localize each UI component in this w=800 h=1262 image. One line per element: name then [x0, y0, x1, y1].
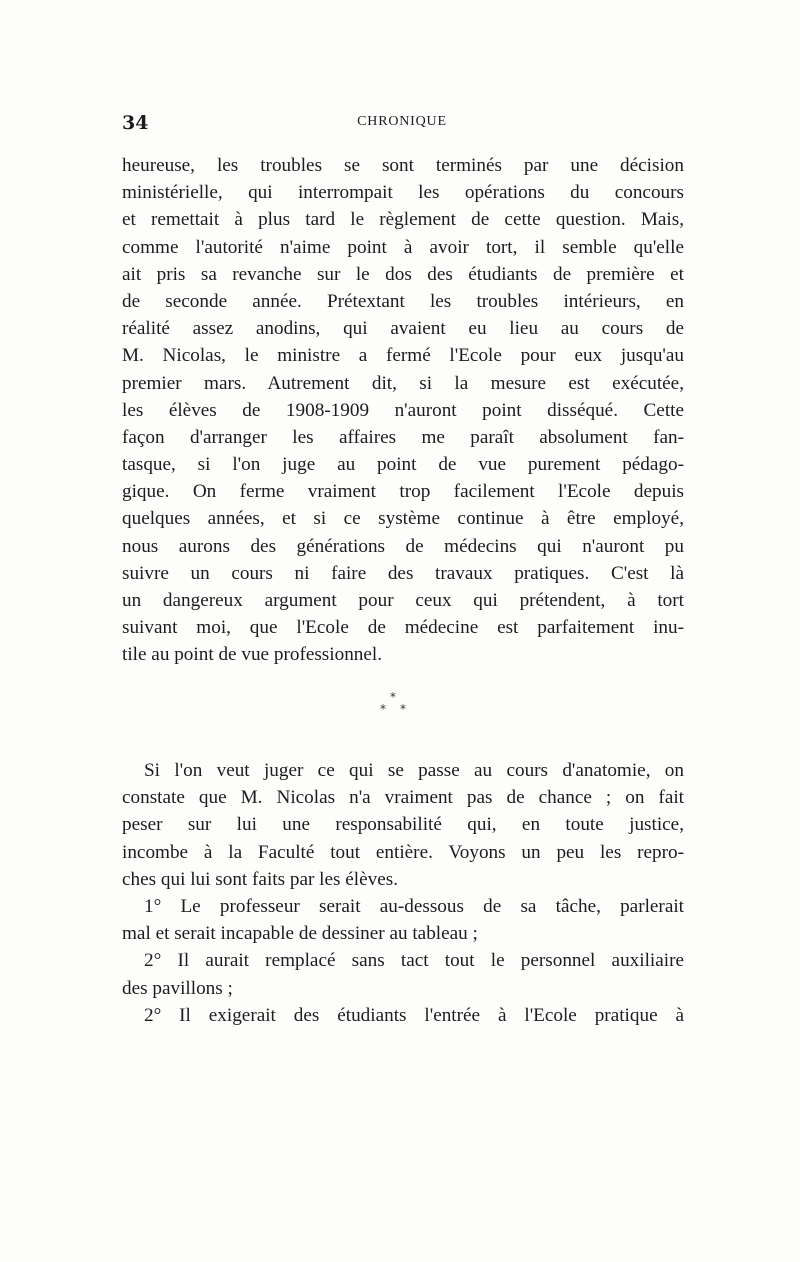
- text-line: Si l'on veut juger ce qui se passe au cours d'anatomie, on: [144, 760, 684, 781]
- text-line: réalité assez anodins, qui avaient eu lieu au cours de: [122, 318, 684, 340]
- text-line: premier mars. Autrement dit, si la mesure est exécutée,: [122, 372, 684, 394]
- text-line: ches qui lui sont faits par les élèves.: [122, 868, 399, 890]
- text-line: ministérielle, qui interrompait les opérations du concours: [122, 182, 684, 204]
- running-head: [122, 112, 682, 140]
- asterisk-icon: *: [400, 702, 406, 716]
- text-line: constate que M. Nicolas n'a vraiment pas de chance ; on fait: [122, 787, 684, 809]
- text-line: et remettait à plus tard le règlement de cette question. Mais,: [122, 209, 684, 231]
- text-line: suivre un cours ni faire des travaux pratiques. C'est là: [122, 562, 684, 584]
- paragraph-1: [122, 152, 684, 669]
- page-number: 34: [122, 112, 149, 134]
- paragraph-2: [122, 757, 684, 1029]
- list-item: 2° Il exigerait des étudiants l'entrée à l'Ecole pratique à: [144, 1004, 684, 1026]
- text-line: façon d'arranger les affaires me paraît absolument fan-: [122, 426, 684, 448]
- text-line: suivant moi, que l'Ecole de médecine est parfaitement inu-: [122, 617, 684, 639]
- text-line: peser sur lui une responsabilité qui, en toute justice,: [122, 814, 684, 836]
- text-line: quelques années, et si ce système continue à être employé,: [122, 508, 684, 530]
- text-line: comme l'autorité n'aime point à avoir tort, il semble qu'elle: [122, 236, 684, 258]
- text-line: gique. On ferme vraiment trop facilement l'Ecole depuis: [122, 481, 684, 503]
- text-line: des pavillons ;: [122, 977, 233, 999]
- asterisk-icon: *: [390, 690, 396, 704]
- text-line: nous aurons des générations de médecins qui n'auront pu: [122, 535, 684, 557]
- text-line: ait pris sa revanche sur le dos des étudiants de première et: [122, 263, 684, 285]
- running-title: CHRONIQUE: [357, 114, 447, 129]
- text-line: les élèves de 1908-1909 n'auront point disséqué. Cette: [122, 399, 684, 421]
- asterisk-icon: *: [380, 702, 386, 716]
- text-line: M. Nicolas, le ministre a fermé l'Ecole pour eux jusqu'au: [122, 345, 684, 367]
- text-line: incombe à la Faculté tout entière. Voyons un peu les repro-: [122, 841, 684, 863]
- text-line: un dangereux argument pour ceux qui prétendent, à tort: [122, 590, 684, 611]
- list-item: 2° Il aurait remplacé sans tact tout le personnel auxiliaire: [144, 950, 684, 972]
- text-line: tile au point de vue professionnel.: [122, 644, 383, 666]
- text-line: de seconde année. Prétextant les troubles intérieurs, en: [122, 290, 684, 312]
- text-line: tasque, si l'on juge au point de vue purement pédago-: [122, 454, 684, 476]
- asterism-separator: [370, 683, 420, 723]
- list-item: 1° Le professeur serait au-dessous de sa tâche, parlerait: [144, 895, 684, 917]
- text-line: heureuse, les troubles se sont terminés par une décision: [122, 155, 684, 176]
- text-line: mal et serait incapable de dessiner au tableau ;: [122, 923, 478, 945]
